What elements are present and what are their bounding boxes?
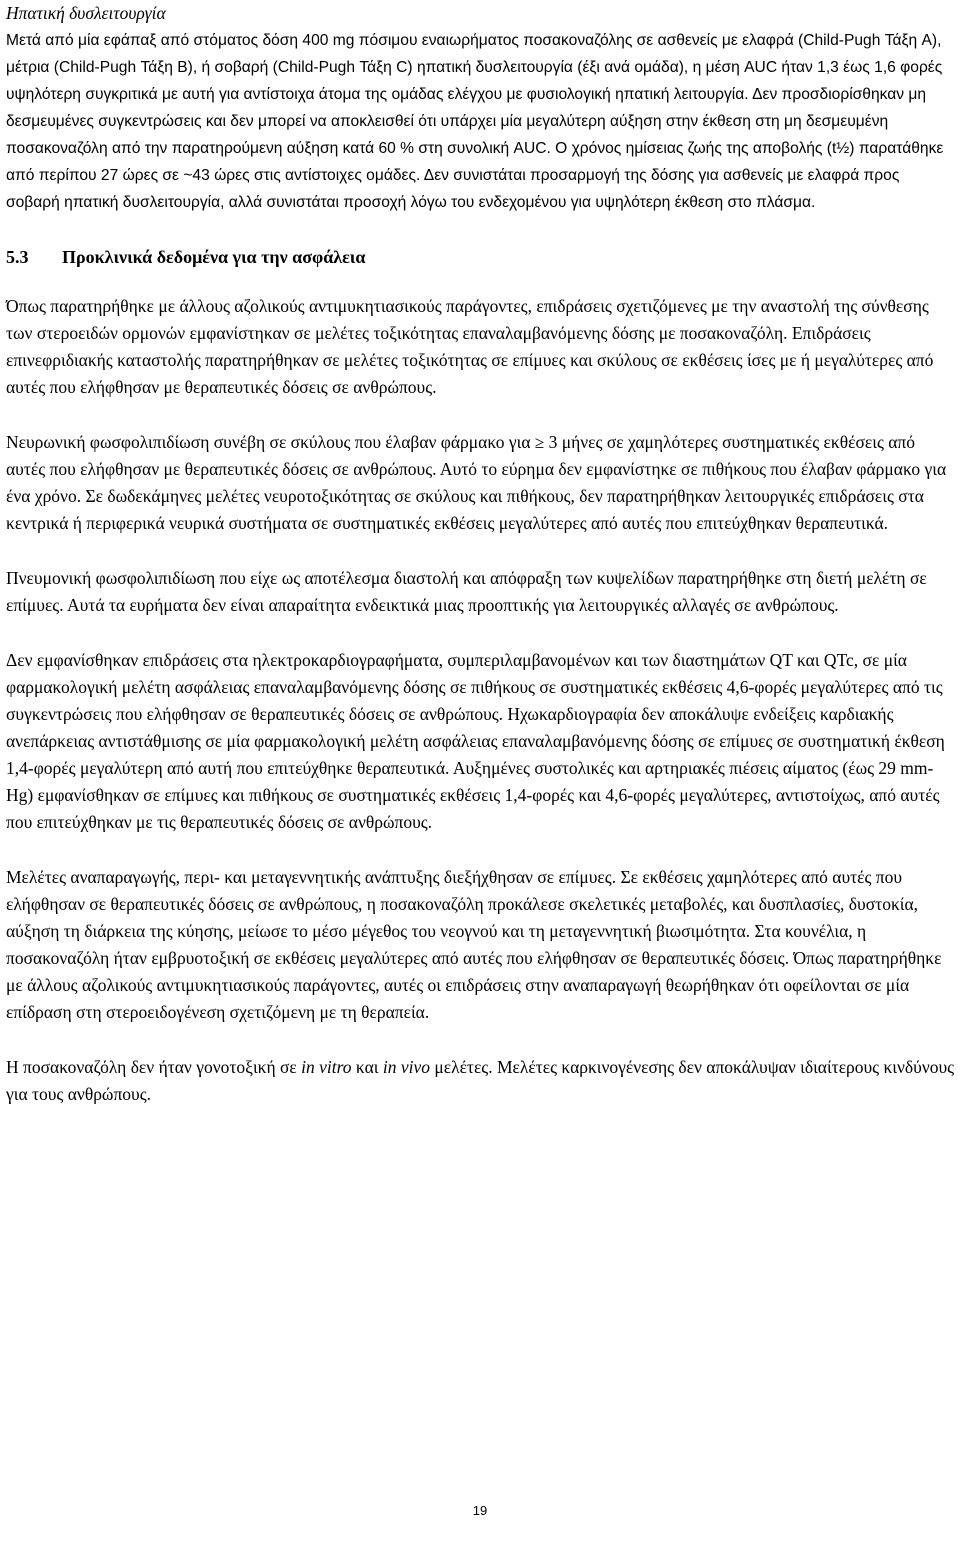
page-number: 19 xyxy=(472,1503,488,1518)
paragraph-text: μελέτες. Μελέτες καρκινογένεσης δεν αποκάλυψαν ιδιαίτερους κινδύνους για τους ανθρώπους. xyxy=(6,1057,955,1104)
paragraph-genotoxicity xyxy=(6,1054,956,1108)
paragraph-reproduction-studies: Μελέτες αναπαραγωγής, περι- και μεταγεννητικής ανάπτυξης διεξήχθησαν σε επίμυες. Σε εκθέσεις χαμηλότερες από αυτές που ελήφθησαν σε θεραπευτικές δόσεις σε ανθρώπους, η ποσακοναζόλη προκάλεσε σκελετικές μεταβολές, και δυσπλασίες, δυστοκία, αύξηση τη διάρκεια της κύησης, μείωσε το μέσο μέγεθος του νεογνού και τη μεταγεννητική βιωσιμότητα. Στα κουνέλια, η ποσακοναζόλη ήταν εμβρυοτοξική σε εκθέσεις μεγαλύτερες από αυτές που ελήφθησαν σε θεραπευτικές δόσεις. Όπως παρατηρήθηκε με άλλους αζολικούς αντιμυκητιασικούς παράγοντες, αυτές οι επιδράσεις στην αναπαραγωγή θεωρήθηκαν ότι οφείλονται σε μία επίδραση στη στεροειδογένεση σχετιζόμενη με τη θεραπεία. xyxy=(6,867,942,1022)
paragraph-neuronal-phospholipidosis xyxy=(6,429,956,537)
section-title: Προκλινικά δεδομένα για την ασφάλεια xyxy=(62,247,366,267)
paragraph-cardiac-effects: Δεν εμφανίσθηκαν επιδράσεις στα ηλεκτροκαρδιογραφήματα, συμπεριλαμβανομένων και των διαστημάτων QT και QTc, σε μία φαρμακολογική μελέτη ασφάλειας επαναλαμβανόμενης δόσης σε πιθήκους σε συστηματικές εκθέσεις 4,6-φορές μεγαλύτερες από τις συγκεντρώσεις που ελήφθησαν σε θεραπευτικές δόσεις σε ανθρώπους. Ηχωκαρδιογραφία δεν αποκάλυψε ενδείξεις καρδιακής ανεπάρκειας αντιστάθμισης σε μία φαρμακολογική μελέτη ασφάλειας επαναλαμβανόμενης δόσης σε επίμυες σε συστηματική έκθεση 1,4-φορές μεγαλύτερη από αυτή που επιτεύχθηκε θεραπευτικά. Αυξημένες συστολικές και αρτηριακές πιέσεις αίματος (έως 29 mm-Hg) εμφανίσθηκαν σε επίμυες και πιθήκους σε συστηματικές εκθέσεις 1,4-φορές και 4,6-φορές μεγαλύτερες, αντιστοίχως, από αυτές που επιτεύχθηκαν με τις θεραπευτικές δόσεις σε ανθρώπους. xyxy=(6,650,945,832)
paragraph-text: Η ποσακοναζόλη δεν ήταν γονοτοξική σε xyxy=(6,1057,297,1077)
paragraph-text: 3 μήνες σε χαμηλότερες συστηματικές εκθέσεις από αυτές που ελήφθησαν με θεραπευτικές δόσεις σε ανθρώπους. Αυτό το εύρημα δεν εμφανίστηκε σε πιθήκους που έλαβαν φάρμακο για ένα χρόνο. Σε δωδεκάμηνες μελέτες νευροτοξικότητας σε σκύλους και πιθήκους, δεν παρατηρήθηκαν λειτουργικές επιδράσεις στα κεντρικά ή περιφερικά νευρικά συστήματα σε συστηματικές εκθέσεις μεγαλύτερες από αυτές που επιτεύχθηκαν θεραπευτικά. xyxy=(6,432,947,533)
hepatic-impairment-heading: Ηπατική δυσλειτουργία xyxy=(6,3,166,23)
greater-equal-symbol: ≥ xyxy=(534,433,545,452)
in-vitro-term: in vitro xyxy=(301,1057,352,1077)
paragraph-text: και xyxy=(355,1057,379,1077)
paragraph-text: Νευρωνική φωσφολιπιδίωση συνέβη σε σκύλους που έλαβαν φάρμακο για xyxy=(6,432,531,452)
in-vivo-term: in vivo xyxy=(382,1057,430,1077)
section-heading xyxy=(6,244,956,271)
document-page xyxy=(6,0,956,1108)
hepatic-impairment-paragraph: Μετά από μία εφάπαξ από στόματος δόση 400 mg πόσιμου εναιωρήματος ποσακοναζόλης σε ασθενείς με ελαφρά (Child-Pugh Τάξη A), μέτρια (Child-Pugh Τάξη B), ή σοβαρή (Child-Pugh Τάξη C) ηπατική δυσλειτουργία (έξι ανά ομάδα), η μέση AUC ήταν 1,3 έως 1,6 φορές υψηλότερη συγκριτικά με αυτή για αντίστοιχα άτομα της ομάδας ελέγχου με φυσιολογική ηπατική λειτουργία. Δεν προσδιορίσθηκαν μη δεσμευμένες συγκεντρώσεις και δεν μπορεί να αποκλεισθεί ότι υπάρχει μία μεγαλύτερη αύξηση στην έκθεση στη μη δεσμευμένη ποσακοναζόλη από την παρατηρούμενη αύξηση κατά 60 % στη συνολική AUC. Ο χρόνος ημίσειας ζωής της αποβολής (t½) παρατάθηκε από περίπου 27 ώρες σε ~43 ώρες στις αντίστοιχες ομάδες. Δεν συνιστάται προσαρμογή της δόσης για ασθενείς με ελαφρά προς σοβαρή ηπατική δυσλειτουργία, αλλά συνιστάται προσοχή λόγω του ενδεχομένου για υψηλότερη έκθεση στο πλάσμα. xyxy=(6,32,944,211)
paragraph-steroid-synthesis: Όπως παρατηρήθηκε με άλλους αζολικούς αντιμυκητιασικούς παράγοντες, επιδράσεις σχετιζόμενες με την αναστολή της σύνθεσης των στεροειδών ορμονών εμφανίστηκαν σε μελέτες τοξικότητας επαναλαμβανόμενης δόσης με ποσακοναζόλη. Επιδράσεις επινεφριδιακής καταστολής παρατηρήθηκαν σε μελέτες τοξικότητας σε επίμυες και σκύλους σε εκθέσεις ίσες με ή μεγαλύτερες από αυτές που ελήφθησαν με θεραπευτικές δόσεις σε ανθρώπους. xyxy=(6,296,934,397)
paragraph-pulmonary-phospholipidosis: Πνευμονική φωσφολιπιδίωση που είχε ως αποτέλεσμα διαστολή και απόφραξη των κυψελίδων παρατηρήθηκε στη διετή μελέτη σε επίμυες. Αυτά τα ευρήματα δεν είναι απαραίτητα ενδεικτικά μιας προοπτικής για λειτουργικές αλλαγές σε ανθρώπους. xyxy=(6,568,927,615)
section-number: 5.3 xyxy=(6,247,29,267)
